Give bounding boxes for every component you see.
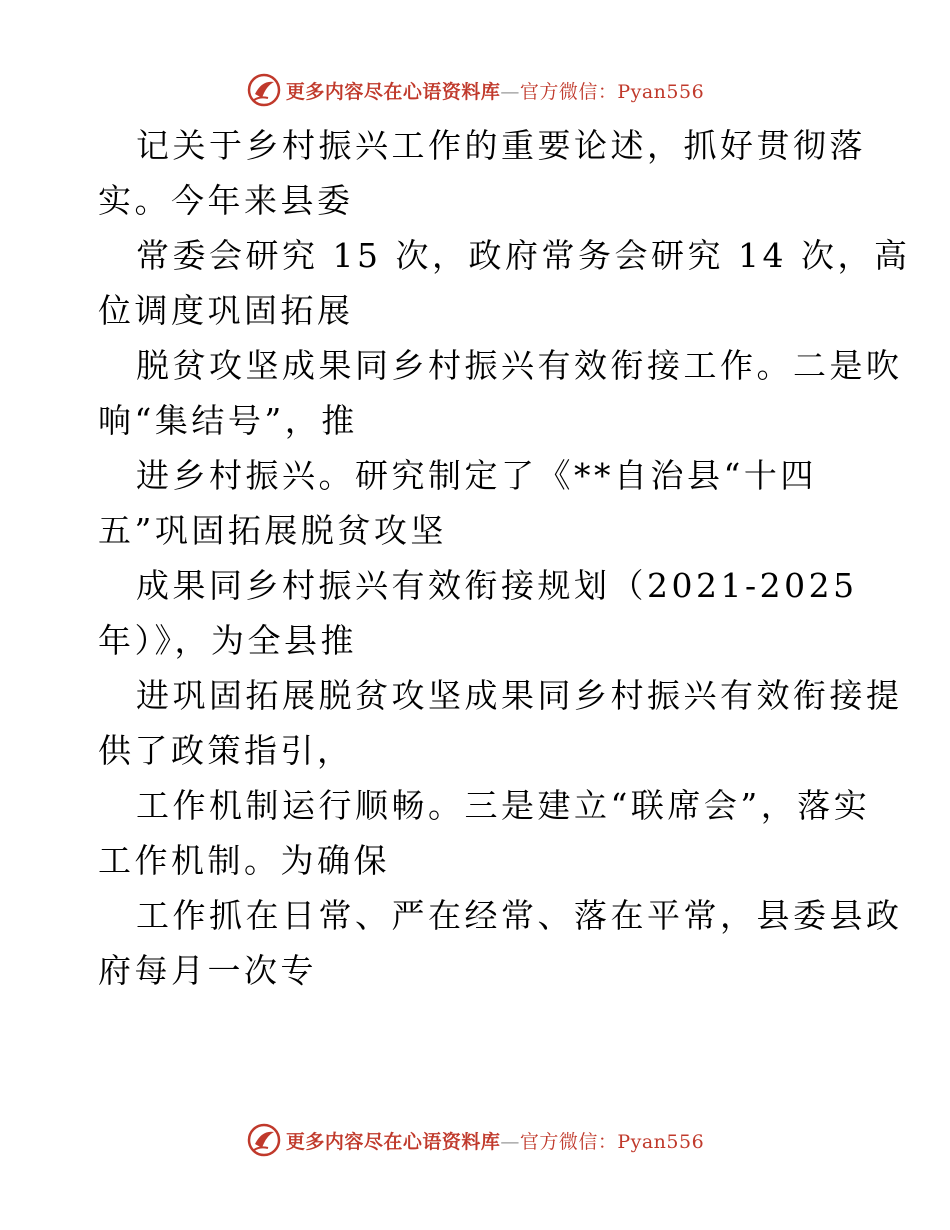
text-line: 工作机制。为确保 [98, 841, 390, 880]
text-line: 记关于乡村振兴工作的重要论述，抓好贯彻落 [136, 126, 866, 165]
text-line: 实。今年来县委 [98, 181, 354, 220]
header-watermark-banner [0, 70, 950, 110]
text-line: 工作抓在日常、严在经常、落在平常，县委县政 [136, 896, 903, 935]
text-line: 府每月一次专 [98, 951, 317, 990]
banner-separator: — [500, 1130, 520, 1153]
text-line: 工作机制运行顺畅。三是建立“联席会”，落实 [136, 786, 871, 825]
banner-contact: 官方微信：Pyan556 [519, 1130, 705, 1153]
footer-watermark-banner [0, 1120, 950, 1160]
text-line: 五”巩固拓展脱贫攻坚 [98, 511, 447, 550]
logo-icon [246, 1122, 282, 1158]
text-line: 年）》，为全县推 [98, 621, 357, 660]
banner-text [286, 77, 704, 104]
banner-separator: — [500, 80, 520, 103]
text-line: 进乡村振兴。研究制定了《**自治县“十四 [136, 456, 817, 495]
banner-brand: 更多内容尽在心语资料库 [285, 1130, 501, 1153]
banner-contact: 官方微信：Pyan556 [519, 80, 705, 103]
text-line: 位调度巩固拓展 [98, 291, 354, 330]
text-line: 进巩固拓展脱贫攻坚成果同乡村振兴有效衔接提 [136, 676, 903, 715]
document-body [98, 118, 911, 998]
logo-icon [246, 72, 282, 108]
text-line: 脱贫攻坚成果同乡村振兴有效衔接工作。二是吹 [136, 346, 903, 385]
text-line: 供了政策指引， [98, 731, 354, 770]
banner-brand: 更多内容尽在心语资料库 [285, 80, 501, 103]
text-line: 响“集结号”，推 [98, 401, 358, 440]
banner-text [286, 1127, 704, 1154]
text-line: 成果同乡村振兴有效衔接规划（2021-2025 [136, 566, 858, 605]
text-line: 常委会研究 15 次，政府常务会研究 14 次，高 [136, 236, 911, 275]
